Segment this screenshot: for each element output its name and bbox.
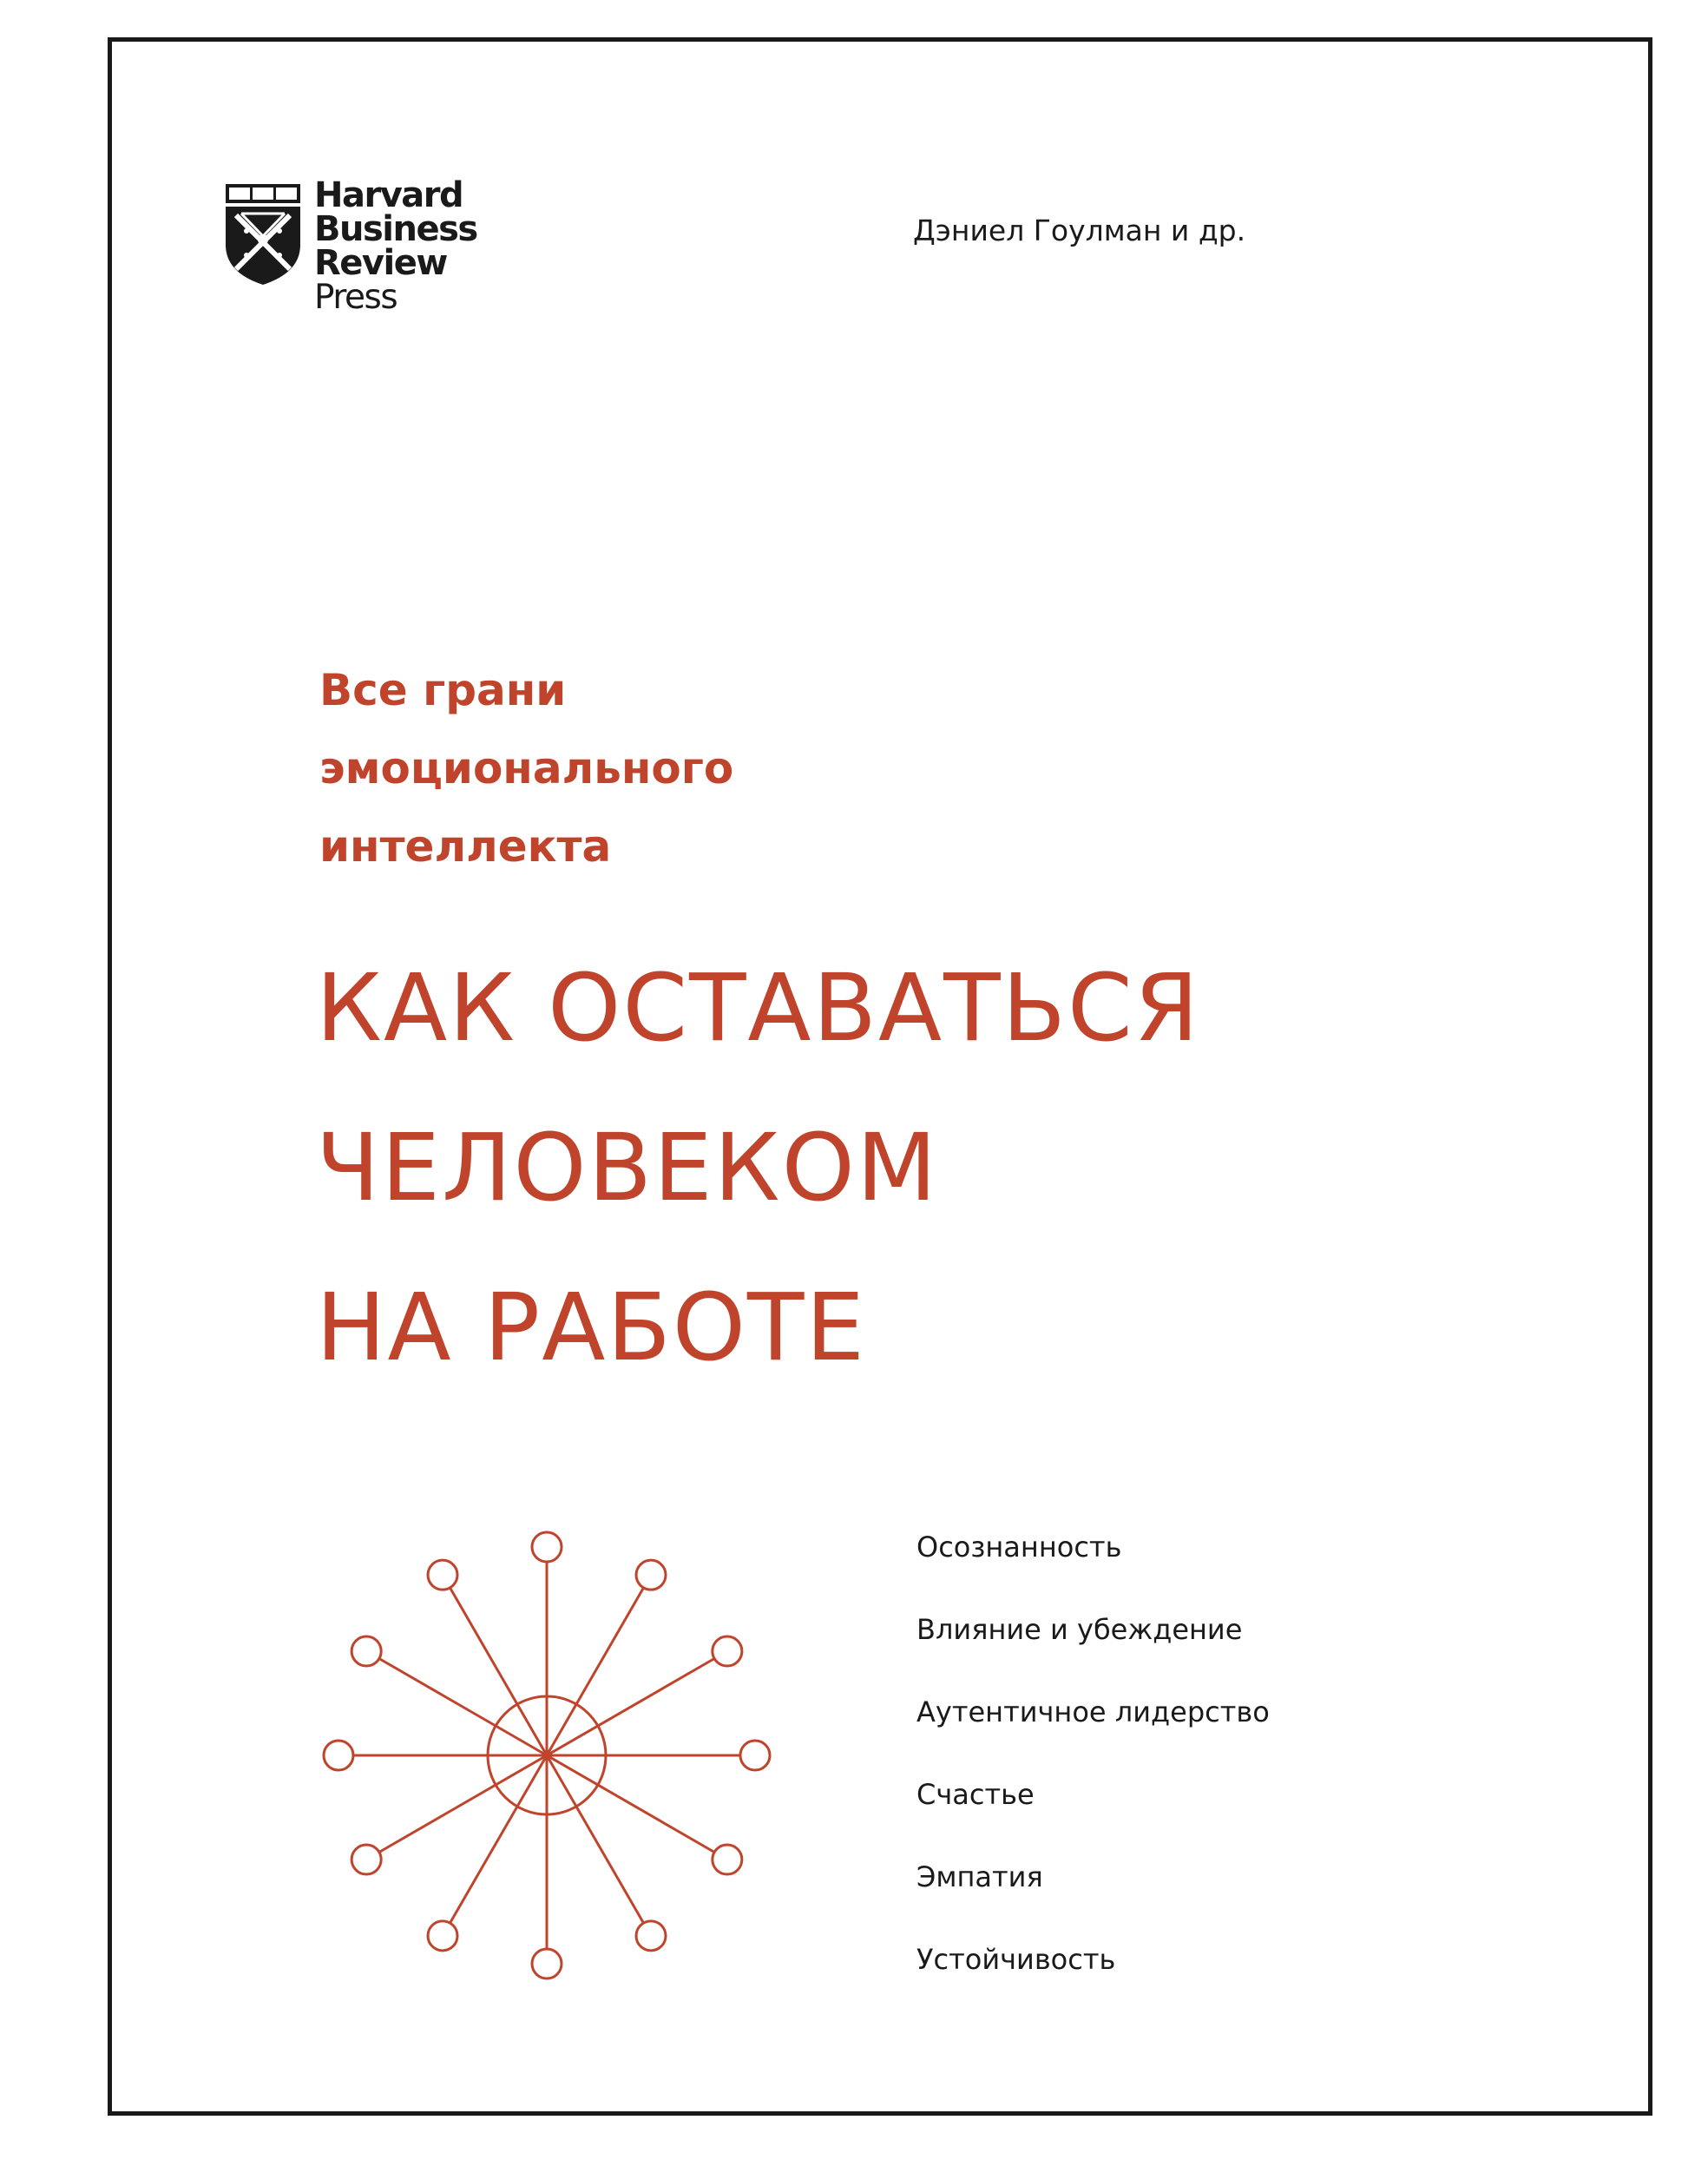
emblem-node [713, 1845, 742, 1874]
series-line-2: эмоционального [319, 743, 734, 793]
emblem-node [532, 1532, 562, 1562]
author-name: Дэниел Гоулман и др. [913, 214, 1246, 247]
hbr-press-logo [224, 175, 502, 318]
topic-item: Эмпатия [916, 1860, 1043, 1893]
topic-item: Осознанность [916, 1531, 1122, 1564]
emblem-spoke [547, 1588, 644, 1755]
series-title [319, 651, 733, 885]
emblem-node [740, 1741, 770, 1770]
title-line-2: ЧЕЛОВЕКОМ [316, 1115, 939, 1222]
emblem-spoke [547, 1659, 714, 1756]
publisher-name [314, 175, 477, 317]
topic-item: Аутентичное лидерство [916, 1695, 1270, 1728]
series-line-3: интеллекта [319, 821, 612, 872]
emblem-node [532, 1949, 562, 1978]
emblem-spoke [450, 1588, 548, 1755]
emblem-node [351, 1845, 381, 1874]
topic-item: Влияние и убеждение [916, 1613, 1243, 1646]
emblem-node [428, 1921, 457, 1951]
network-emblem-icon [312, 1521, 781, 1990]
series-line-1: Все грани [319, 665, 567, 715]
emblem-node [428, 1560, 457, 1590]
emblem-spoke [547, 1755, 714, 1853]
topic-item: Устойчивость [916, 1943, 1116, 1976]
title-line-1: КАК ОСТАВАТЬСЯ [316, 955, 1201, 1063]
emblem-spoke [379, 1755, 547, 1853]
emblem-node [636, 1560, 666, 1590]
emblem-node [351, 1636, 381, 1666]
emblem-node [324, 1741, 353, 1770]
book-title [316, 929, 1200, 1408]
emblem-spoke [450, 1755, 548, 1923]
publisher-line-4: Press [314, 278, 397, 317]
publisher-line-1: Harvard [314, 175, 463, 215]
title-line-3: НА РАБОТЕ [316, 1274, 866, 1382]
emblem-node [636, 1921, 666, 1951]
publisher-line-2: Business [314, 209, 477, 249]
emblem-spoke [547, 1755, 644, 1923]
hbr-shield-icon [224, 182, 302, 286]
topic-item: Счастье [916, 1778, 1035, 1811]
publisher-line-3: Review [314, 243, 447, 283]
emblem-spoke [379, 1659, 547, 1756]
emblem-node [713, 1636, 742, 1666]
topics-list [916, 1521, 1270, 2016]
